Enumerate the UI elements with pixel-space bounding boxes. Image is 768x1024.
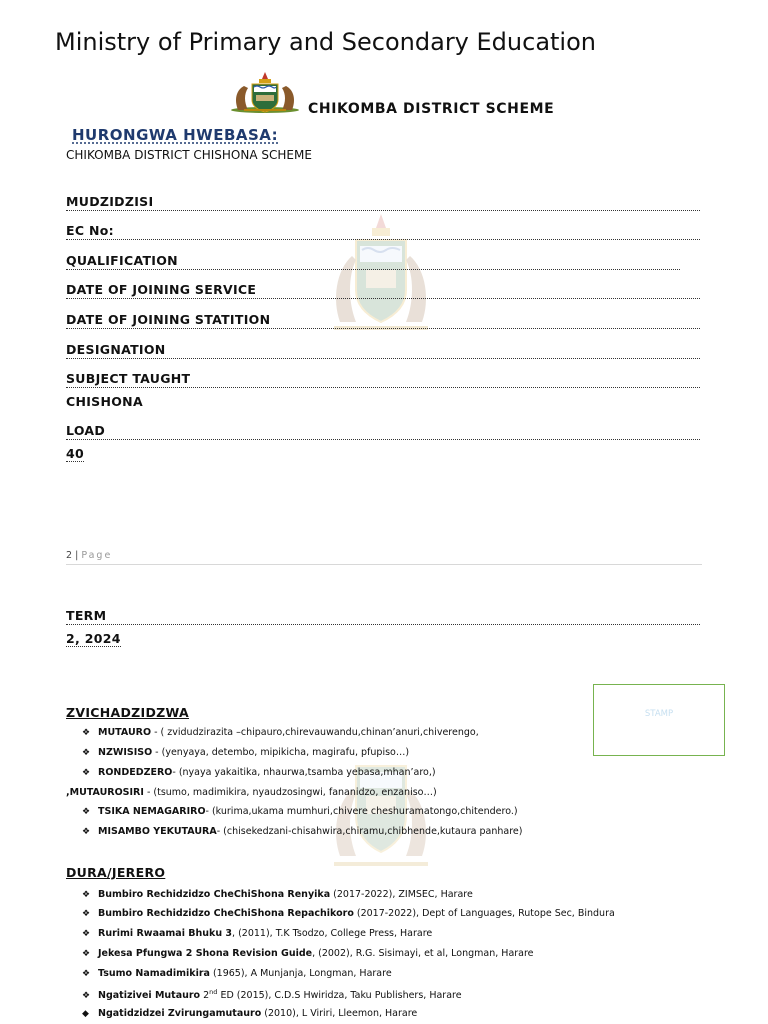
item-term: Tsumo Namadimikira bbox=[98, 968, 210, 979]
field-date-joining-station bbox=[66, 312, 700, 329]
list-item bbox=[82, 908, 615, 919]
field-qualification bbox=[66, 253, 680, 270]
list-item bbox=[82, 948, 534, 959]
stamp-label: STAMP bbox=[644, 709, 674, 719]
page-title: Ministry of Primary and Secondary Education bbox=[55, 28, 596, 56]
list-item bbox=[82, 747, 409, 758]
item-term: NZWISISO bbox=[98, 747, 153, 758]
bullet-icon: ❖ bbox=[82, 768, 91, 778]
coat-of-arms-emblem bbox=[224, 70, 306, 114]
list-item bbox=[82, 767, 436, 778]
bullet-icon: ❖ bbox=[82, 728, 91, 738]
bullet-icon: ❖ bbox=[82, 949, 91, 959]
list-item bbox=[66, 787, 437, 798]
list-item bbox=[82, 988, 462, 1001]
item-text: , (2002), R.G. Sisimayi, et al, Longman, Harare bbox=[312, 948, 534, 959]
list-item bbox=[82, 727, 479, 738]
item-text: - ( zvidudzirazita –chipauro,chirevauwandu,chinan’anuri,chiverengo, bbox=[151, 727, 479, 738]
field-mudzidzisi bbox=[66, 194, 700, 211]
item-term: ,MUTAUROSIRI bbox=[66, 787, 144, 798]
field-date-joining-service bbox=[66, 282, 700, 299]
page-separator: | bbox=[75, 550, 79, 561]
item-text: (2017-2022), ZIMSEC, Harare bbox=[330, 889, 473, 900]
field-label: TERM bbox=[66, 608, 107, 623]
page-number-value: 2 bbox=[66, 550, 73, 561]
bullet-icon: ❖ bbox=[82, 929, 91, 939]
page-word: Page bbox=[81, 550, 113, 561]
list-item bbox=[82, 826, 522, 837]
bullet-icon: ❖ bbox=[82, 748, 91, 758]
bullet-icon: ❖ bbox=[82, 890, 91, 900]
item-term: Ngatizivei Mutauro bbox=[98, 990, 201, 1002]
item-term: Bumbiro Rechidzidzo CheChiShona Repachikoro bbox=[98, 908, 354, 919]
bullet-icon: ❖ bbox=[82, 807, 91, 817]
field-label: DATE OF JOINING SERVICE bbox=[66, 282, 257, 297]
item-text: (2010), L Viriri, Lleemon, Harare bbox=[261, 1008, 418, 1019]
field-label: MUDZIDZISI bbox=[66, 194, 154, 209]
item-term: Bumbiro Rechidzidzo CheChiShona Renyika bbox=[98, 889, 331, 900]
page-divider bbox=[66, 564, 702, 565]
bullet-icon: ❖ bbox=[82, 969, 91, 979]
field-ec-no bbox=[66, 223, 700, 240]
term-value: 2, 2024 bbox=[66, 631, 121, 646]
item-text: - (kurima,ukama mumhuri,chivere cheshuramatongo,chitendero.) bbox=[205, 806, 518, 817]
item-text: - (tsumo, madimikira, nyaudzosingwi, fananidzo, enzaniso…) bbox=[143, 787, 437, 798]
item-term: Jekesa Pfungwa 2 Shona Revision Guide bbox=[98, 948, 313, 959]
list-item bbox=[82, 889, 473, 900]
field-subject-taught bbox=[66, 371, 700, 388]
hurongwa-subtitle: CHIKOMBA DISTRICT CHISHONA SCHEME bbox=[66, 148, 312, 162]
item-term: MISAMBO YEKUTAURA bbox=[98, 826, 217, 837]
zvichadzidzwa-heading: ZVICHADZIDZWA bbox=[66, 705, 190, 720]
field-label: QUALIFICATION bbox=[66, 253, 178, 268]
item-text: - (nyaya yakaitika, nhaurwa,tsamba yebasa,mhan’aro,) bbox=[172, 767, 436, 778]
subject-value: CHISHONA bbox=[66, 394, 143, 409]
field-label: SUBJECT TAUGHT bbox=[66, 371, 191, 386]
bullet-icon: ❖ bbox=[82, 909, 91, 919]
item-text-continued: ED (2015), C.D.S Hwiridza, Taku Publishers, Harare bbox=[217, 990, 462, 1002]
field-label: EC No: bbox=[66, 223, 114, 238]
item-term: Rurimi Rwaamai Bhuku 3 bbox=[98, 928, 233, 939]
item-text: 2 bbox=[200, 990, 210, 1002]
field-label: DATE OF JOINING STATITION bbox=[66, 312, 271, 327]
field-term bbox=[66, 608, 700, 625]
scheme-heading: CHIKOMBA DISTRICT SCHEME bbox=[308, 101, 555, 117]
item-term: RONDEDZERO bbox=[98, 767, 173, 778]
hurongwa-title: HURONGWA HWEBASA: bbox=[72, 126, 279, 144]
list-item bbox=[82, 806, 518, 817]
list-item bbox=[82, 968, 392, 979]
field-designation bbox=[66, 342, 700, 359]
field-label: LOAD bbox=[66, 423, 106, 438]
item-superscript: nd bbox=[209, 988, 218, 996]
item-text: (1965), A Munjanja, Longman, Harare bbox=[209, 968, 392, 979]
list-item bbox=[82, 928, 432, 939]
field-label: DESIGNATION bbox=[66, 342, 166, 357]
item-text: - (yenyaya, detembo, mipikicha, magirafu, pfupiso…) bbox=[152, 747, 410, 758]
item-text: - (chisekedzani-chisahwira,chiramu,chibhende,kutaura panhare) bbox=[216, 826, 523, 837]
item-term: TSIKA NEMAGARIRO bbox=[98, 806, 206, 817]
load-value: 40 bbox=[66, 446, 84, 461]
list-item bbox=[82, 1008, 417, 1019]
item-text: , (2011), T.K Tsodzo, College Press, Harare bbox=[232, 928, 433, 939]
dura-heading: DURA/JERERO bbox=[66, 865, 166, 880]
bullet-icon: ❖ bbox=[82, 827, 91, 837]
field-load bbox=[66, 423, 700, 440]
page-number bbox=[66, 550, 112, 561]
item-term: Ngatidzidzei Zvirungamutauro bbox=[98, 1008, 262, 1019]
item-term: MUTAURO bbox=[98, 727, 152, 738]
stamp-box bbox=[593, 684, 725, 756]
item-text: (2017-2022), Dept of Languages, Rutope Sec, Bindura bbox=[353, 908, 615, 919]
bullet-icon: ◆ bbox=[82, 1009, 89, 1019]
bullet-icon: ❖ bbox=[82, 991, 91, 1002]
